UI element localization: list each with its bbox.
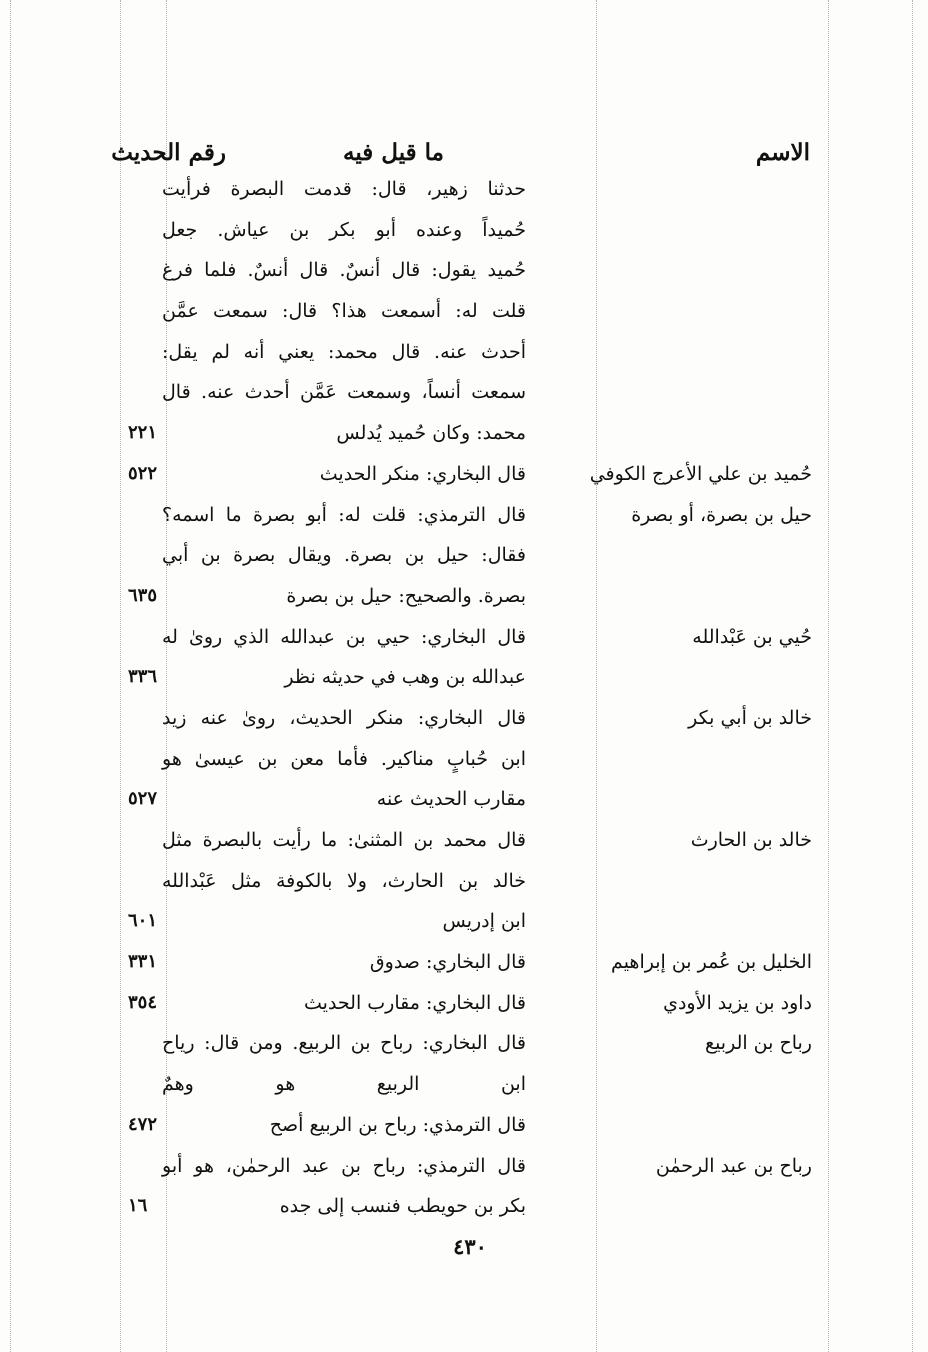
header-said: ما قيل فيه [343,139,444,166]
statement-text: سمعت أنساً، وسمعت عَمَّن أحدث عنه. قال [162,381,526,404]
table-row [0,455,928,496]
statement-text: ابن الربيع هو وهمٌ [162,1073,526,1096]
table-row [0,984,928,1025]
header-number: رقم الحديث [111,139,226,166]
narrator-name: حُيي بن عَبْدالله [692,625,812,648]
table-row [0,211,928,252]
table-row [0,536,928,577]
statement-text: أحدث عنه. قال محمد: يعني أنه لم يقل: [162,340,526,363]
hadith-number: ٣٣١ [128,951,158,973]
statement-text: محمد: وكان حُميد يُدلس [336,422,526,445]
header-name: الاسم [755,139,810,166]
narrator-name: حيل بن بصرة، أو بصرة [631,503,812,526]
hadith-number: ٢٢١ [128,422,158,444]
hadith-number: ٤٧٢ [128,1113,158,1135]
statement-text: قال البخاري: حيي بن عبدالله الذي روىٰ له [162,625,526,648]
table-row [0,780,928,821]
statement-text: بصرة. والصحيح: حيل بن بصرة [286,584,526,607]
table-row [0,740,928,781]
statement-text: قلت له: أسمعت هذا؟ قال: سمعت عمَّن [162,300,526,323]
table-row [0,170,928,211]
table-row [0,1147,928,1188]
hadith-number: ٥٢٧ [128,788,158,810]
hadith-number: ٣٣٦ [128,666,158,688]
statement-text: خالد بن الحارث، ولا بالكوفة مثل عَبْدالله [162,869,526,892]
statement-text: قال البخاري: منكر الحديث [319,462,526,485]
narrator-name: خالد بن الحارث [690,829,812,851]
statement-text: فقال: حيل بن بصرة. ويقال بصرة بن أبي [162,544,526,567]
narrator-name: خالد بن أبي بكر [688,706,812,729]
table-row [0,699,928,740]
statement-text: ابن إدريس [442,910,526,933]
table-row [0,292,928,333]
statement-text: قال البخاري: رباح بن الربيع. ومن قال: رياح [162,1032,526,1055]
hadith-number: ٦٠١ [128,910,158,932]
statement-text: قال الترمذي: رباح بن الربيع أصح [269,1113,526,1136]
statement-text: قال الترمذي: قلت له: أبو بصرة ما اسمه؟ [162,503,526,526]
table-row [0,1106,928,1147]
hadith-number: ١٦ [128,1195,148,1217]
statement-text: قال البخاري: منكر الحديث، روىٰ عنه زيد [162,706,526,729]
hadith-number: ٥٢٢ [128,462,158,484]
table-row [0,1065,928,1106]
entries-list [0,170,928,1228]
table-row [0,821,928,862]
statement-text: قال البخاري: صدوق [369,951,526,974]
statement-text: مقارب الحديث عنه [376,788,526,811]
statement-text: قال محمد بن المثنىٰ: ما رأيت بالبصرة مثل [162,829,526,851]
statement-text: قال الترمذي: رباح بن عبد الرحمٰن، هو أبو [162,1154,526,1177]
statement-text: ابن حُبابٍ مناكير. فأما معن بن عيسىٰ هو [162,747,526,770]
narrator-name: حُميد بن علي الأعرج الكوفي [589,462,812,485]
table-row [0,618,928,659]
statement-text: حدثنا زهير، قال: قدمت البصرة فرأيت [162,178,526,200]
table-row [0,496,928,537]
table-row [0,862,928,903]
table-row [0,1024,928,1065]
table-row [0,333,928,374]
table-row [0,658,928,699]
table-row [0,943,928,984]
narrator-name: داود بن يزيد الأودي [663,991,812,1014]
statement-text: حُميداً وعنده أبو بكر بن عياش. جعل [162,218,526,241]
statement-text: عبدالله بن وهب في حديثه نظر [284,666,526,689]
hadith-number: ٦٣٥ [128,584,158,606]
narrator-name: الخليل بن عُمر بن إبراهيم [611,951,812,974]
table-row [0,414,928,455]
table-row [0,902,928,943]
table-row [0,577,928,618]
narrator-name: رباح بن عبد الرحمٰن [655,1154,812,1177]
statement-text: قال البخاري: مقارب الحديث [304,991,526,1014]
table-row [0,1187,928,1228]
narrator-name: رباح بن الربيع [704,1032,812,1055]
statement-text: بكر بن حويطب فنسب إلى جده [279,1195,526,1218]
hadith-number: ٣٥٤ [128,991,158,1013]
statement-text: حُميد يقول: قال أنسٌ. قال أنسٌ. فلما فرغ [162,259,526,282]
page-number: ٤٣٠ [453,1234,487,1259]
table-row [0,251,928,292]
table-row [0,373,928,414]
